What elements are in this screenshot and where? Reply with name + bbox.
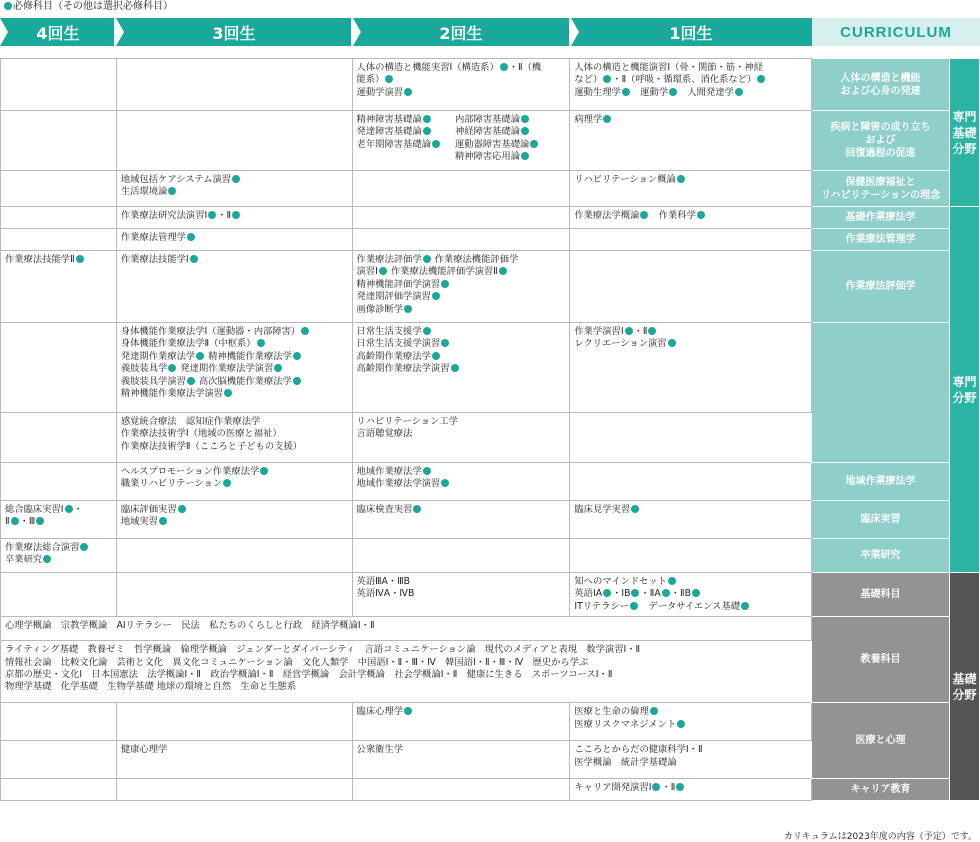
year4-header: 4回生 [36,23,80,43]
cell-year2 [352,111,570,171]
legend [3,0,173,14]
footer-note: カリキュラムは2023年度の内容（予定）です。 [783,832,977,842]
required-dot-icon [668,577,676,585]
required-dot-icon [385,75,393,83]
year2-header: 2回生 [439,23,483,43]
required-dot-icon [432,292,440,300]
curriculum-header: CURRICULUM [812,18,980,46]
cell-year1 [570,229,812,251]
required-dot-icon [43,555,51,563]
cell-year4 [1,741,117,779]
cell-year3 [116,539,352,573]
cell-year2: 臨床検査実習 [352,501,570,539]
required-dot-icon [521,115,529,123]
cell-year4 [1,413,117,463]
required-dot-icon [650,707,658,715]
required-dot-icon [257,339,265,347]
table-row [1,59,980,111]
required-dot-icon [603,115,611,123]
required-dot-icon [669,88,677,96]
cell-year1: 知へのマインドセット 英語ⅠA ・ⅠB ・ⅡA ・ⅡB ITリテラシー データサイエンス基礎 [570,573,812,617]
field-label: 専門 分野 [949,207,979,573]
required-dot-icon [293,377,301,385]
required-dot-icon [178,505,186,513]
cell-year1 [570,463,812,501]
cell-year3: ヘルスプロモーション作業療法学 職業リハビリテーション [116,463,352,501]
cell-year4 [1,207,117,229]
required-dot-icon [676,783,684,791]
required-dot-icon [521,127,529,135]
cell-year1: キャリア開発演習Ⅰ ・Ⅱ [570,779,812,801]
required-dot-icon [65,505,73,513]
field-label: 専門 基礎 分野 [949,59,979,207]
required-dot-icon [648,327,656,335]
required-dot-icon [404,88,412,96]
required-dot-icon [404,305,412,313]
table-row [1,207,980,229]
cell-year3 [116,573,352,617]
cell-year4 [1,463,117,501]
required-dot-icon [208,211,216,219]
cell-year4 [1,703,117,741]
required-dot-icon [293,352,301,360]
required-dot-icon [423,115,431,123]
table-row [1,617,980,641]
category-label: 地域作業療法学 [812,463,950,501]
category-label: 基礎作業療法学 [812,207,950,229]
cell-year2: 英語ⅢA・ⅢB 英語ⅣA・ⅣB [352,573,570,617]
required-dot-icon [423,467,431,475]
year1-header: 1回生 [669,23,713,43]
required-dot-icon [379,267,387,275]
required-dot-icon [631,589,639,597]
subject-list: 内部障害基礎論 神経障害基礎論 運動器障害基礎論 精神障害応用論 [455,114,539,164]
category-label: 作業療法評価学 [812,251,950,323]
cell-year2: 作業療法評価学 作業療法機能評価学 演習Ⅰ 作業療法機能評価学演習Ⅱ 精神機能評価学演習 発達期評価学演習 画像診断学 [352,251,570,323]
required-dot-icon [232,175,240,183]
cell-year1: 病理学 [570,111,812,171]
cell-year3: 作業療法技能学Ⅰ [116,251,352,323]
table-row [1,229,980,251]
cell-year3 [116,111,352,171]
cell-year4: 作業療法総合演習 卒業研究 [1,539,117,573]
cell-year3 [116,703,352,741]
cell-year3: 身体機能作業療法学Ⅰ（運動器・内部障害） 身体機能作業療法学Ⅱ（中枢系） 発達期作業療法学 精神機能作業療法学 義肢装具学 発達期作業療法学演習 義肢装具学演習 高次脳機能作業療法学 精神機能作業療法学演習 [116,323,352,413]
required-dot-icon [168,187,176,195]
cell-year1 [570,413,812,463]
required-dot-icon [697,211,705,219]
required-dot-icon [223,479,231,487]
cell-year1 [570,251,812,323]
required-dot-icon [530,140,538,148]
table-row [1,171,980,207]
required-dot-icon [187,233,195,241]
cell-year2 [352,539,570,573]
cell-year3: 作業療法研究法演習Ⅰ ・Ⅱ [116,207,352,229]
required-dot-icon [652,783,660,791]
cell-year2: 日常生活支援学 日常生活支援学演習 高齢期作業療法学 高齢期作業療法学演習 [352,323,570,413]
required-dot-icon [625,327,633,335]
table-row [1,501,980,539]
required-dot-icon [232,211,240,219]
required-dot-icon [735,88,743,96]
cell-year3: 臨床評価実習 地域実習 [116,501,352,539]
year3-header: 3回生 [212,23,256,43]
cell-year4 [1,573,117,617]
cell-year3: 地域包括ケアシステム演習 生活環境論 [116,171,352,207]
cell-year4 [1,779,117,801]
cell-year2 [352,779,570,801]
required-dot-icon [423,327,431,335]
required-dot-icon [190,255,198,263]
category-label [812,323,950,463]
cell-all-years: 心理学概論 宗教学概論 AIリテラシー 民法 私たちのくらしと行政 経済学概論Ⅰ・Ⅱ [1,617,812,641]
subject-list: 精神障害基礎論 発達障害基礎論 老年期障害基礎論 [357,114,441,164]
required-dot-icon [521,152,529,160]
cell-year2 [352,171,570,207]
cell-year3 [116,779,352,801]
required-dot-icon [80,543,88,551]
cell-year2: 地域作業療法学 地域作業療法学演習 [352,463,570,501]
table-row [1,703,980,741]
cell-year2 [352,207,570,229]
required-dot-icon [4,2,12,10]
category-label: 教養科目 [812,617,950,703]
category-label: キャリア教育 [812,779,950,801]
required-dot-icon [441,280,449,288]
required-dot-icon [224,389,232,397]
cell-year1: 医療と生命の倫理 医療リスクマネジメント [570,703,812,741]
cell-year3: 作業療法管理学 [116,229,352,251]
cell-year1: こころとからだの健康科学Ⅰ・Ⅱ 医学概論 統計学基礎論 [570,741,812,779]
cell-year4 [1,171,117,207]
table-row [1,251,980,323]
required-dot-icon [432,140,440,148]
category-label: 人体の構造と機能 および心身の発達 [812,59,950,111]
required-dot-icon [622,88,630,96]
required-dot-icon [76,255,84,263]
required-dot-icon [423,127,431,135]
cell-year2: 人体の構造と機能実習Ⅰ（構造系） ・Ⅱ（機 能系） 運動学演習 [352,59,570,111]
required-dot-icon [662,589,670,597]
cell-year3: 感覚統合療法 認知症作業療法学 作業療法技術学Ⅰ（地域の医療と福祉） 作業療法技術学Ⅱ（こころと子どもの支援） [116,413,352,463]
legend-text: 必修科目（その他は選択必修科目） [13,1,173,12]
required-dot-icon [692,589,700,597]
table-row [1,779,980,801]
required-dot-icon [159,517,167,525]
cell-year4: 作業療法技能学Ⅱ [1,251,117,323]
cell-year3: 健康心理学 [116,741,352,779]
table-row [1,111,980,171]
required-dot-icon [631,505,639,513]
required-dot-icon [677,720,685,728]
required-dot-icon [423,255,431,263]
required-dot-icon [413,505,421,513]
required-dot-icon [260,467,268,475]
required-dot-icon [441,339,449,347]
cell-year4: 総合臨床実習Ⅰ ・ Ⅱ ・Ⅲ [1,501,117,539]
required-dot-icon [677,175,685,183]
cell-year4 [1,229,117,251]
required-dot-icon [432,352,440,360]
category-label: 医療と心理 [812,703,950,779]
required-dot-icon [301,327,309,335]
cell-year2: 臨床心理学 [352,703,570,741]
category-label: 臨床実習 [812,501,950,539]
cell-all-years: ライティング基礎 教養ゼミ 哲学概論 倫理学概論 ジェンダーとダイバーシティ 言語コミュニケーション論 現代のメディアと表現 数学演習Ⅰ・Ⅱ 情報社会論 比較文化論 芸術と文化 異文化コミュニケーション論 文化人類学 中国語Ⅰ・Ⅱ・Ⅲ・Ⅳ 韓国語Ⅰ・Ⅱ・Ⅲ・Ⅳ 歴史から学ぶ 京都の歴史・文化Ⅰ 日本国憲法 法学概論Ⅰ・Ⅱ 政治学概論Ⅰ・Ⅱ 経営学概論 会計学概論 社会学概論Ⅰ・Ⅱ 健康に生きる スポーツコースⅠ・Ⅱ 物理学基礎 化学基礎 生物学基礎 地球の環境と自然 生命と生態系 [1,641,812,703]
required-dot-icon [630,602,638,610]
table-row [1,539,980,573]
required-dot-icon [36,517,44,525]
required-dot-icon [500,63,508,71]
required-dot-icon [668,339,676,347]
cell-year1 [570,539,812,573]
required-dot-icon [404,707,412,715]
required-dot-icon [603,75,611,83]
category-label: 基礎科目 [812,573,950,617]
required-dot-icon [196,352,204,360]
cell-year1: 作業学演習Ⅰ ・Ⅱ レクリエーション演習 [570,323,812,413]
required-dot-icon [441,479,449,487]
cell-year4 [1,59,117,111]
cell-year1: 人体の構造と機能演習Ⅰ（骨・関節・筋・神経 など） ・Ⅱ（呼吸・循環系、消化系など） 運動生理学 運動学 人間発達学 [570,59,812,111]
required-dot-icon [168,364,176,372]
category-label: 作業療法管理学 [812,229,950,251]
required-dot-icon [274,364,282,372]
category-label: 卒業研究 [812,539,950,573]
required-dot-icon [11,517,19,525]
cell-year2: 公衆衛生学 [352,741,570,779]
category-label: 保健医療福祉と リハビリテーションの理念 [812,171,950,207]
required-dot-icon [741,602,749,610]
cell-year2: リハビリテーション工学 言語聴覚療法 [352,413,570,463]
cell-year3 [116,59,352,111]
required-dot-icon [757,75,765,83]
cell-year4 [1,111,117,171]
table-row [1,573,980,617]
required-dot-icon [451,364,459,372]
table-row [1,463,980,501]
field-label: 基礎 分野 [949,573,979,801]
category-label: 疾病と障害の成り立ち および 回復過程の促進 [812,111,950,171]
required-dot-icon [603,589,611,597]
cell-year1: リハビリテーション概論 [570,171,812,207]
cell-year1: 作業療法学概論 作業科学 [570,207,812,229]
required-dot-icon [187,377,195,385]
curriculum-table [0,58,980,801]
cell-year2 [352,229,570,251]
required-dot-icon [640,211,648,219]
table-row [1,323,980,413]
cell-year4 [1,323,117,413]
required-dot-icon [499,267,507,275]
cell-year1: 臨床見学実習 [570,501,812,539]
